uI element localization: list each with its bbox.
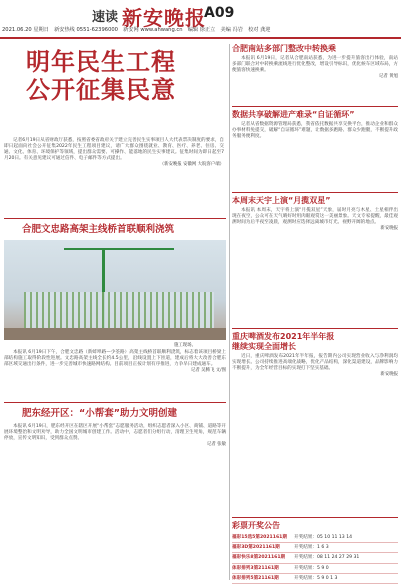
lottery-name: 福彩快乐8第2021161期 <box>232 555 286 561</box>
article-viaduct-title: 合肥文忠路高架主线桥首联顺利浇筑 <box>22 224 175 235</box>
article-beer-title-line2: 继续实现全面增长 <box>232 342 296 351</box>
column-divider <box>229 44 230 580</box>
article-data-sharing-body: 记者从省数据资源管理局获悉，我省依托数据共享交换平台，推动企业和群众办事材料免提交，破解“自证循环”难题，让数据多跑路、群众少跑腿，不断提升政务服务便利度。 <box>232 122 398 140</box>
lottery-table <box>232 520 398 584</box>
article-south-station <box>232 44 398 104</box>
article-south-station-body: 本报讯 6月19日，记者从合肥南站获悉，为进一步提升旅客出行体验，南站多部门联合对中转换乘流线进行优化整改，增设引导标识，优化候车区域布局，方便旅客快速换乘。 <box>232 56 398 74</box>
article-data-sharing-title: 数据共享破解进产难录“自证循环” <box>232 110 355 119</box>
article-beer-body: 近日，重庆啤酒发布2021年半年报，报告期内公司实现营业收入与净利润均实现增长。公司持续推进高端化战略，优化产品结构，深化渠道建设，品牌影响力不断提升，为全年经营目标的实现打下坚实基础。 <box>232 354 398 372</box>
lottery-result: 开奖结果：08 11 24 27 29 31 <box>294 555 360 561</box>
article-viaduct-body: 本报讯 6月19日下午，合肥文忠路（新蚌埠路—少荃路）高架主线桥首联顺利浇筑，标志着该项目桥梁上部结构施工取得阶段性进展。文忠路高架主线全长约4.5公里，沿线设置上下匝道，建成后将大大改善合肥东部区域交通出行条件，进一步完善城市快速路网结构。目前项目正按计划有序推进，力争早日建成通车。 <box>4 350 226 368</box>
article-south-station-byline: 记者 黄旭 <box>379 74 398 80</box>
masthead-divider <box>0 37 401 39</box>
article-feidong-byline: 记者 张敏 <box>207 442 226 448</box>
lottery-name: 福彩3D第2021161期 <box>232 545 280 551</box>
page-number: A09 <box>204 5 235 21</box>
article-feidong-title: 肥东经开区：“小帮套”助力文明创建 <box>22 408 177 419</box>
scaffolding <box>24 292 214 332</box>
construction-photo <box>4 240 226 340</box>
divider <box>4 218 226 219</box>
article-south-station-title: 合肥南站多部门整改中转换乘 <box>232 44 336 53</box>
article-sky-byline: 新安晚报 <box>380 226 398 232</box>
list-item <box>232 553 398 563</box>
divider <box>232 517 398 518</box>
article-sky-title: 本周末天宇上演“月揽双星” <box>232 196 331 205</box>
lottery-title: 彩票开奖公告 <box>232 521 280 530</box>
lead-title-line2: 公开征集民意 <box>26 75 176 104</box>
article-beer-title-line1: 重庆啤酒发布2021年半年报 <box>232 332 335 341</box>
list-item <box>232 533 398 543</box>
lottery-result: 开奖结果：05 10 11 13 14 <box>294 535 353 540</box>
section-label: 速读 <box>92 10 119 25</box>
masthead <box>0 0 401 40</box>
lottery-name: 体彩排列3第21161期 <box>232 565 279 571</box>
list-item <box>232 574 398 584</box>
list-item <box>232 564 398 574</box>
article-feidong <box>4 406 226 580</box>
article-viaduct-byline: 记者 吴腾飞 文/图 <box>190 368 226 374</box>
article-feidong-body: 本报讯 6月19日，肥东经开区在辖区开展“小帮套”志愿服务活动，组织志愿者深入小区、商铺、道路等开展环境整治和文明劝导，助力全国文明城市创建工作。活动中，志愿者们分组行动，清理卫生死角，规范车辆停放，宣传文明知识，受到群众点赞。 <box>4 424 226 442</box>
divider <box>232 328 398 329</box>
article-beer <box>232 332 398 516</box>
photo-caption: 施工现场。 <box>174 343 196 348</box>
lottery-result: 开奖结果：5 9 0 <box>294 565 329 571</box>
article-data-sharing <box>232 110 398 190</box>
masthead-info: 2021.06.20 星期日 新安热线 0551-62396000 新安网 www.ahwang.cn 编辑 徐正立 美编 冯岩 校对 龚迎 <box>2 27 271 33</box>
article-sky <box>232 196 398 326</box>
ground <box>4 328 226 340</box>
lead-byline: （新安晚报 安徽网 大皖客户端） <box>159 162 224 168</box>
divider <box>232 192 398 193</box>
crane-jib <box>64 248 174 250</box>
brand-logo: 新安晚报 <box>122 6 206 30</box>
divider <box>232 106 398 107</box>
lottery-result: 开奖结果：5 9 0 1 3 <box>294 575 338 581</box>
article-viaduct <box>4 222 226 402</box>
divider <box>4 402 226 403</box>
list-item <box>232 543 398 553</box>
lead-article <box>4 46 226 218</box>
lead-title-line1: 明年民生工程 <box>26 47 176 76</box>
article-sky-body: 本报讯 本周末，天宇将上演“月揽双星”天象，届时月亮与木星、土星相伴出现在夜空，公众可在天气晴好时用肉眼观赏这一美丽景象。天文专家提醒，最佳观测时间为后半夜至凌晨，观测时应选择远离城市灯光、视野开阔的地点。 <box>232 208 398 226</box>
lead-body: 记者6月19日从省财政厅获悉，按照省委省政府关于建立完善民生实事项目人大代表票决制度的要求，自即日起面向社会公开征集2022年民生工程项目建议，请广大群众围绕就业、教育、医疗、养老、住房、交通、文化、体育、环境保护等领域，提出群众需要、可操作、能落地的民生实事建议。征集时间为即日起至7月20日。有关意见建议可通过信件、电子邮件等方式提出。 <box>4 138 224 162</box>
lottery-result: 开奖结果：1 6 3 <box>294 545 329 551</box>
lottery-name: 福彩15选5第2021161期 <box>232 535 287 540</box>
article-beer-byline: 新安晚报 <box>380 372 398 378</box>
lottery-name: 体彩排列5第21161期 <box>232 575 279 581</box>
